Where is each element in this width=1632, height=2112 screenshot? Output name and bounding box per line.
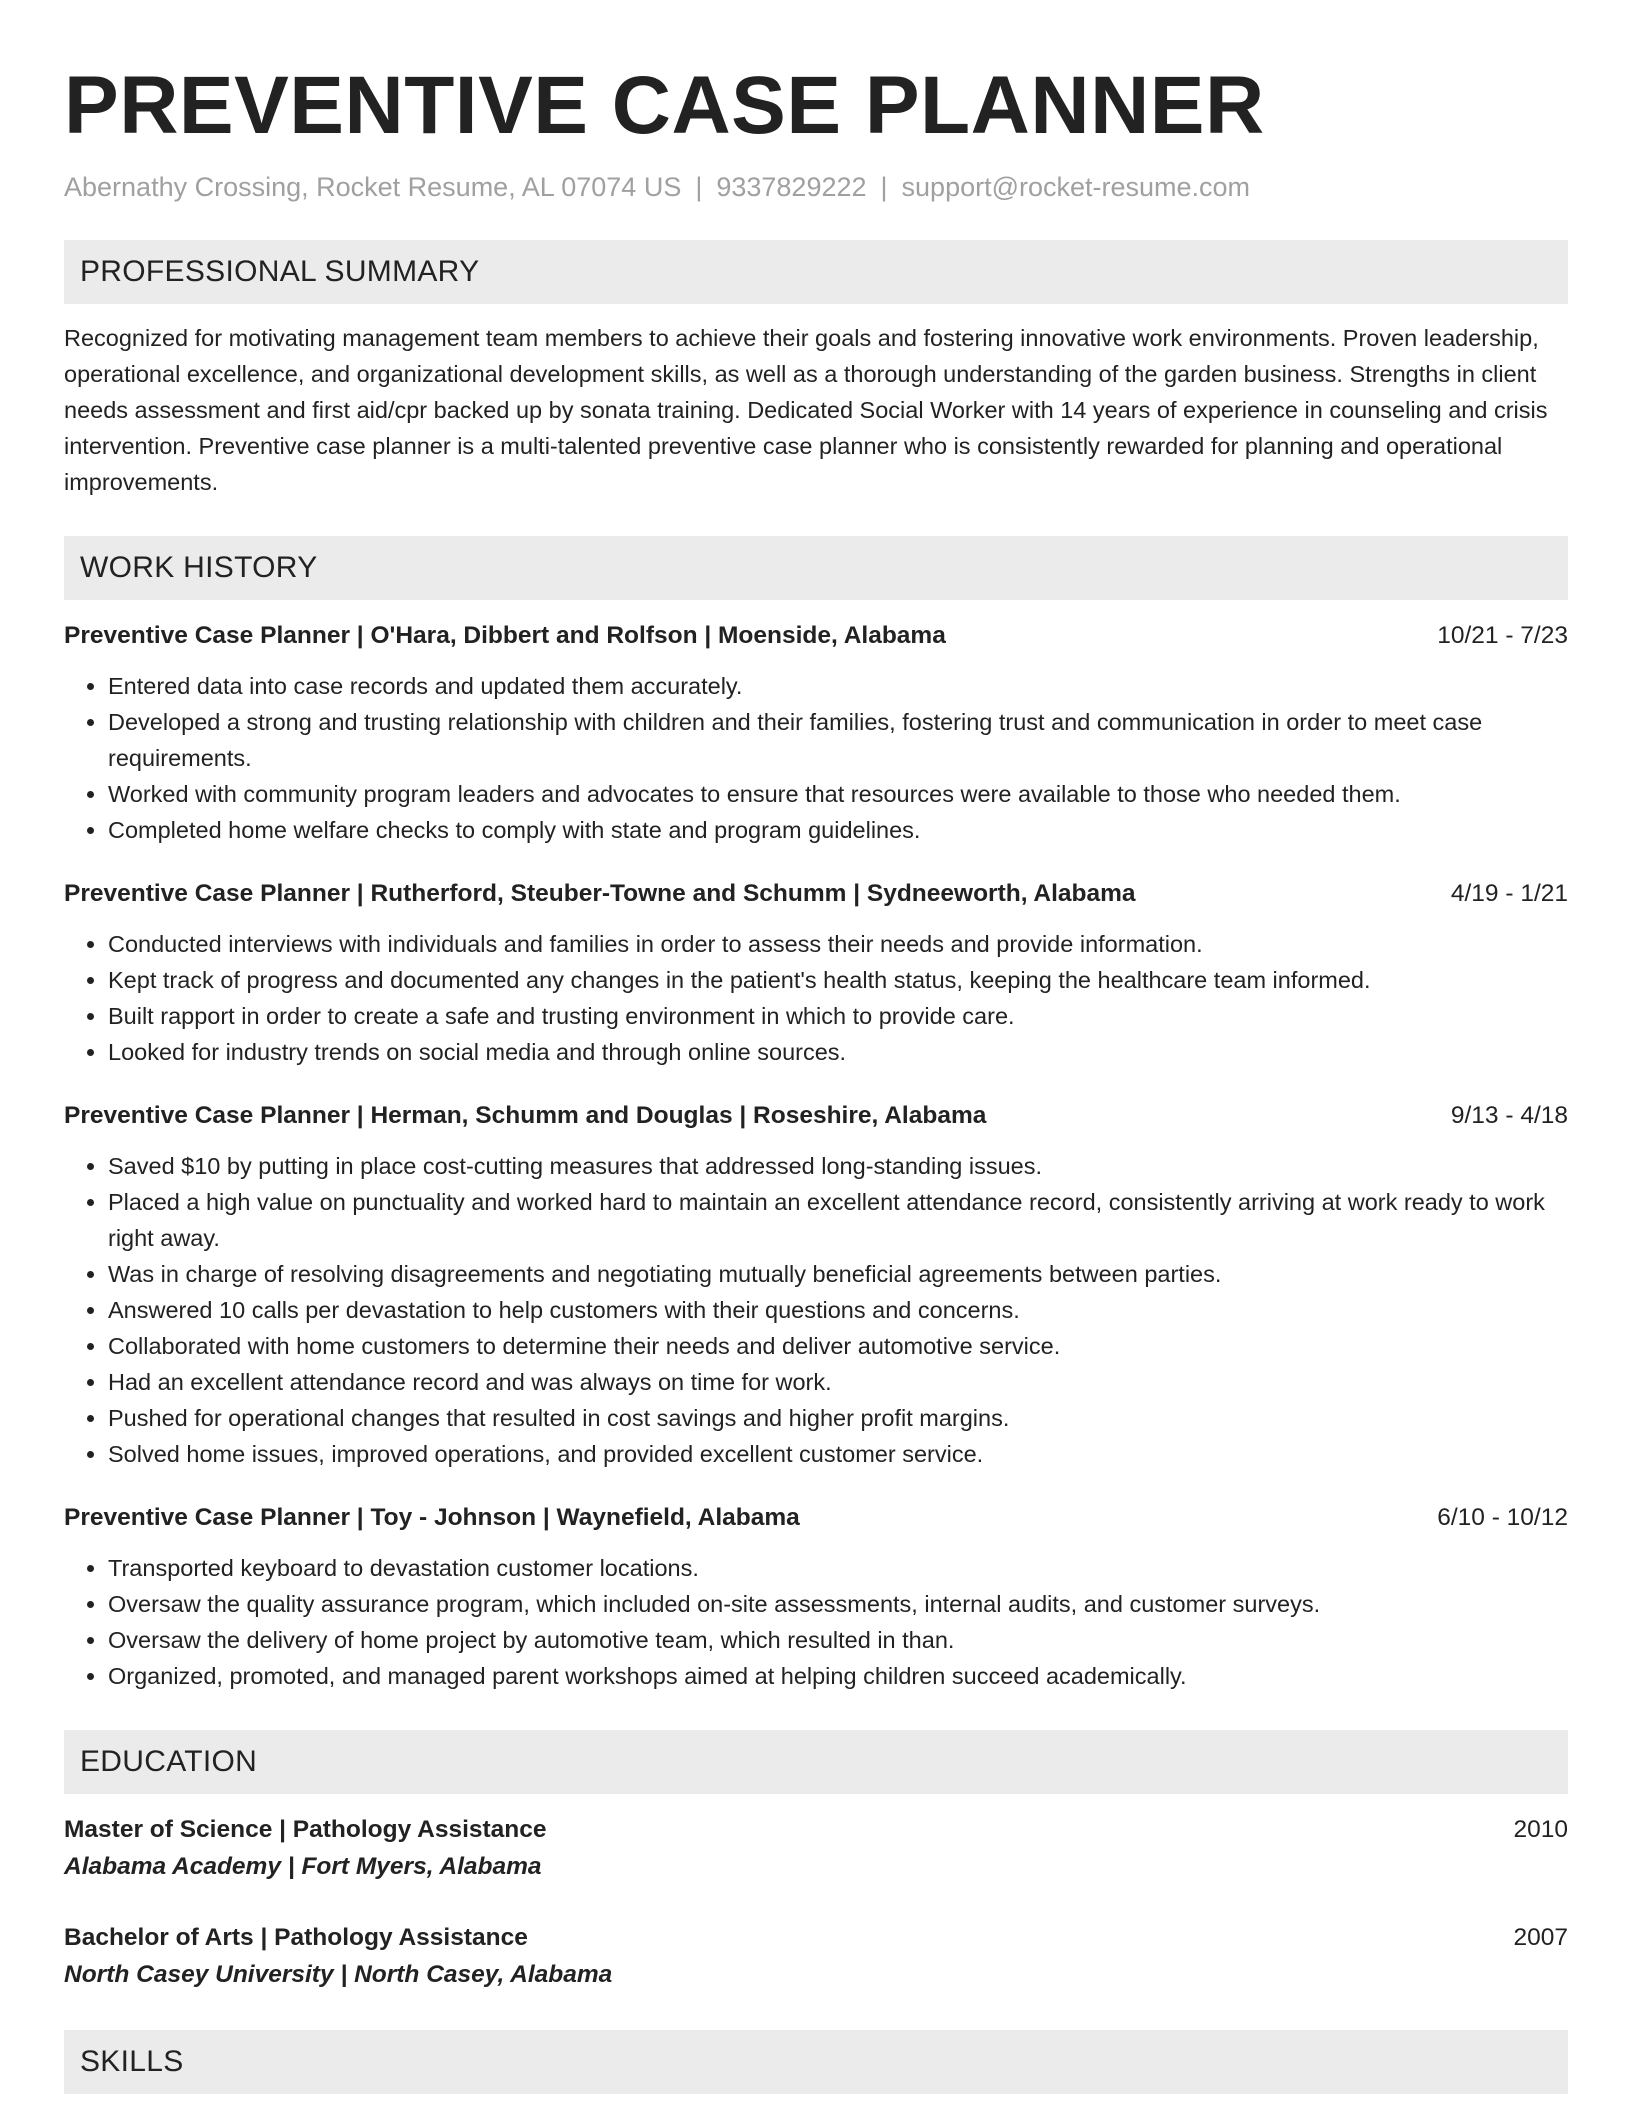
job-bullet-list	[64, 668, 1568, 848]
job-header	[64, 1098, 1568, 1134]
job-bullet: • Saved $10 by putting in place cost-cutting measures that addressed long-standing issues.	[108, 1148, 1568, 1184]
contact-separator: |	[880, 172, 888, 202]
page-title: PREVENTIVE CASE PLANNER	[64, 60, 1265, 151]
education-school: North Casey University | North Casey, Alabama	[64, 1961, 613, 1988]
section-title-summary: PROFESSIONAL SUMMARY	[80, 255, 480, 288]
job-bullet: • Completed home welfare checks to comply with state and program guidelines.	[108, 812, 1568, 848]
job-bullet-list	[64, 1148, 1568, 1472]
job-bullet: • Pushed for operational changes that resulted in cost savings and higher profit margins.	[108, 1400, 1568, 1436]
address-text: Abernathy Crossing, Rocket Resume, AL 07074 US	[64, 172, 682, 202]
education-degree: Master of Science | Pathology Assistance	[64, 1816, 547, 1843]
job-bullet: • Was in charge of resolving disagreements and negotiating mutually beneficial agreements between parties.	[108, 1256, 1568, 1292]
job-bullet-list	[64, 1550, 1568, 1694]
section-header-summary	[64, 240, 1568, 304]
education-year: 2007	[1513, 1924, 1568, 1951]
job-header	[64, 618, 1568, 654]
job-bullet: • Had an excellent attendance record and was always on time for work.	[108, 1364, 1568, 1400]
contact-separator: |	[695, 172, 703, 202]
job-bullet: • Oversaw the delivery of home project by automotive team, which resulted in than.	[108, 1622, 1568, 1658]
job-title: Preventive Case Planner | Rutherford, Steuber-Towne and Schumm | Sydneeworth, Alabama	[64, 880, 1136, 907]
job-header	[64, 876, 1568, 912]
education-entry	[64, 1920, 1568, 1994]
education-school: Alabama Academy | Fort Myers, Alabama	[64, 1853, 542, 1880]
job-entry	[64, 1098, 1568, 1472]
education-degree: Bachelor of Arts | Pathology Assistance	[64, 1924, 528, 1951]
section-header-education	[64, 1730, 1568, 1794]
phone-text: 9337829222	[716, 172, 867, 202]
job-bullet-list	[64, 926, 1568, 1070]
job-bullet: • Placed a high value on punctuality and worked hard to maintain an excellent attendance record, consistently arriving at work ready to work right away.	[108, 1184, 1568, 1256]
education-year: 2010	[1513, 1816, 1568, 1843]
email-text: support@rocket-resume.com	[901, 172, 1251, 202]
section-title-education: EDUCATION	[80, 1745, 258, 1778]
education-header	[64, 1812, 1568, 1848]
job-bullet: • Oversaw the quality assurance program, which included on-site assessments, internal audits, and customer surveys.	[108, 1586, 1568, 1622]
job-bullet: • Worked with community program leaders and advocates to ensure that resources were available to those who needed them.	[108, 776, 1568, 812]
job-title: Preventive Case Planner | Toy - Johnson | Waynefield, Alabama	[64, 1504, 800, 1531]
section-header-skills	[64, 2030, 1568, 2094]
section-header-work-history	[64, 536, 1568, 600]
education-header	[64, 1920, 1568, 1956]
summary-text: Recognized for motivating management team members to achieve their goals and fostering innovative work environments. Proven leadership, operational excellence, and organizational development skills, as well as a thorough understanding of the garden business. Strengths in client needs assessment and first aid/cpr backed up by sonata training. Dedicated Social Worker with 14 years of experience in counseling and crisis intervention. Preventive case planner is a multi-talented preventive case planner who is consistently rewarded for planning and operational improvements.	[64, 325, 1548, 495]
job-bullet: • Kept track of progress and documented any changes in the patient's health status, keeping the healthcare team informed.	[108, 962, 1568, 998]
job-bullet: • Looked for industry trends on social media and through online sources.	[108, 1034, 1568, 1070]
job-dates: 9/13 - 4/18	[1450, 1102, 1568, 1129]
job-entry	[64, 618, 1568, 848]
job-bullet: • Built rapport in order to create a safe and trusting environment in which to provide care.	[108, 998, 1568, 1034]
contact-line	[64, 170, 1568, 204]
job-bullet: • Entered data into case records and updated them accurately.	[108, 668, 1568, 704]
job-bullet: • Answered 10 calls per devastation to help customers with their questions and concerns.	[108, 1292, 1568, 1328]
job-dates: 10/21 - 7/23	[1437, 622, 1568, 649]
job-bullet: • Organized, promoted, and managed parent workshops aimed at helping children succeed academically.	[108, 1658, 1568, 1694]
job-header	[64, 1500, 1568, 1536]
job-bullet: • Conducted interviews with individuals and families in order to assess their needs and provide information.	[108, 926, 1568, 962]
job-title: Preventive Case Planner | Herman, Schumm and Douglas | Roseshire, Alabama	[64, 1102, 987, 1129]
job-bullet: • Solved home issues, improved operations, and provided excellent customer service.	[108, 1436, 1568, 1472]
job-entry	[64, 876, 1568, 1070]
job-bullet: • Developed a strong and trusting relationship with children and their families, fostering trust and communication in order to meet case requirements.	[108, 704, 1568, 776]
job-bullet: • Transported keyboard to devastation customer locations.	[108, 1550, 1568, 1586]
job-title: Preventive Case Planner | O'Hara, Dibbert and Rolfson | Moenside, Alabama	[64, 622, 946, 649]
job-bullet: • Collaborated with home customers to determine their needs and deliver automotive service.	[108, 1328, 1568, 1364]
job-entry	[64, 1500, 1568, 1694]
job-dates: 4/19 - 1/21	[1450, 880, 1568, 907]
section-title-skills: SKILLS	[80, 2045, 184, 2078]
job-dates: 6/10 - 10/12	[1437, 1504, 1568, 1531]
section-title-work-history: WORK HISTORY	[80, 551, 318, 584]
education-entry	[64, 1812, 1568, 1886]
